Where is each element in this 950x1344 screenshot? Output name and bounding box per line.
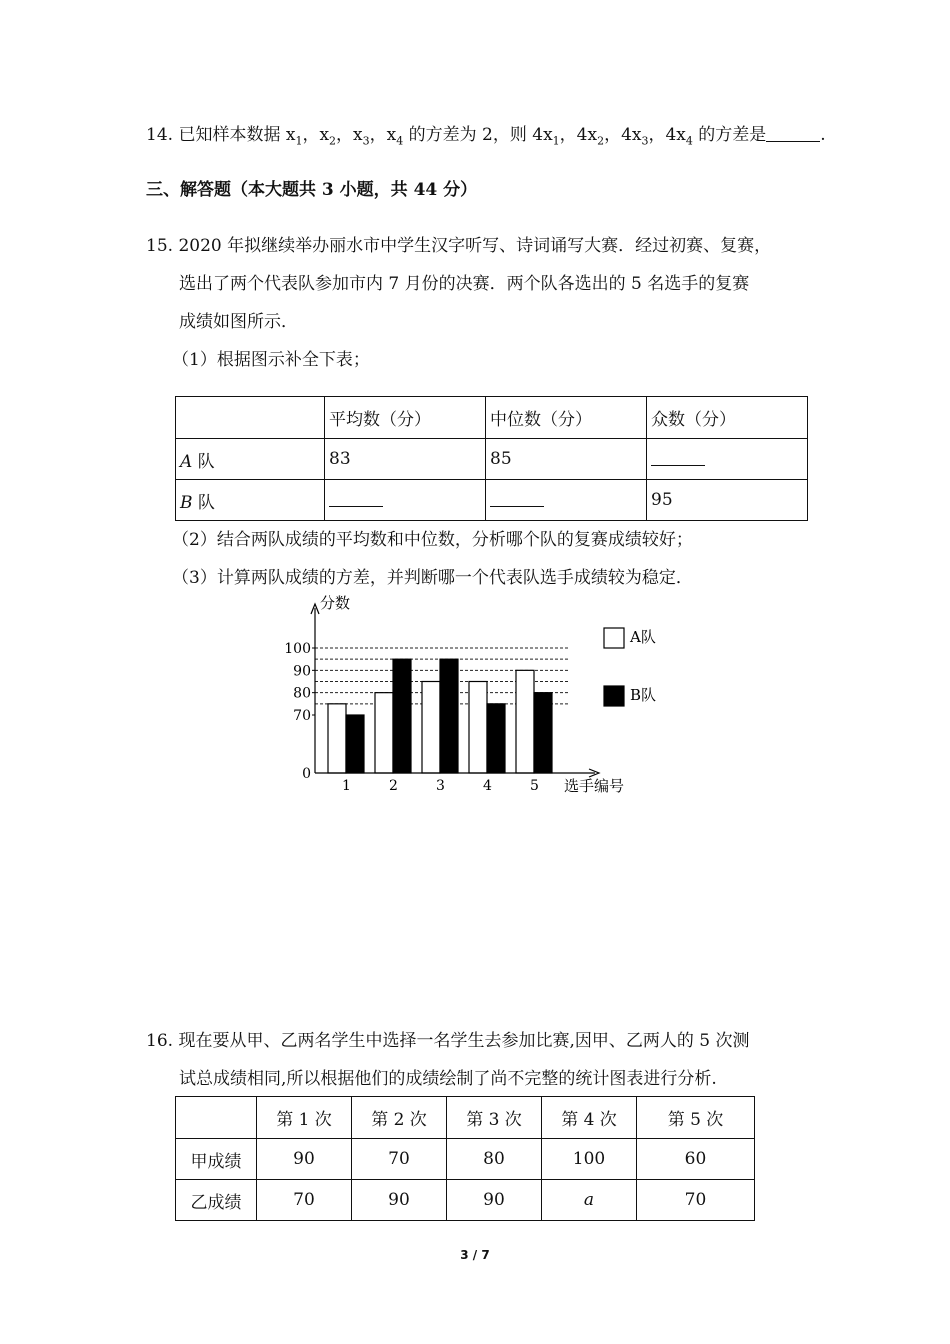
- page-number: 3 / 7: [460, 1248, 490, 1262]
- y-tick-label: 100: [284, 641, 311, 657]
- table-cell: 90: [257, 1139, 352, 1180]
- x-tick-label: 4: [483, 778, 492, 794]
- legend-swatch: [604, 686, 624, 706]
- table-cell: 80: [447, 1139, 542, 1180]
- legend-swatch: [604, 628, 624, 648]
- table-cell: 70: [637, 1180, 755, 1221]
- q15-table: [175, 396, 808, 521]
- question-14: [146, 123, 826, 153]
- q16-line-2: 试总成绩相同,所以根据他们的成绩绘制了尚不完整的统计图表进行分析.: [179, 1069, 717, 1089]
- mean-cell: 83: [325, 439, 486, 480]
- x-tick-label: 2: [389, 778, 398, 794]
- answer-blank: [651, 449, 705, 466]
- table-row: [176, 439, 808, 480]
- table-header-cell: [176, 397, 325, 439]
- table-cell: 70: [257, 1180, 352, 1221]
- x-tick-label: 3: [436, 778, 445, 794]
- chart-bars: [328, 659, 552, 773]
- table-cell: 乙成绩: [176, 1180, 257, 1221]
- q15-line-1: 15. 2020 年拟继续举办丽水市中学生汉字听写、诗词诵写大赛．经过初赛、复赛，: [146, 236, 772, 256]
- legend-label: B队: [630, 686, 657, 704]
- q16-table: [175, 1096, 755, 1221]
- table-header-cell: 第 3 次: [447, 1097, 542, 1139]
- q15-part-2: （2）结合两队成绩的平均数和中位数，分析哪个队的复赛成绩较好；: [172, 530, 693, 550]
- y-tick-label: 0: [302, 766, 311, 782]
- table-cell: 70: [352, 1139, 447, 1180]
- table-header-cell: 中位数（分）: [486, 397, 647, 439]
- table-cell: 甲成绩: [176, 1139, 257, 1180]
- table-header-cell: 第 4 次: [542, 1097, 637, 1139]
- table-row: [176, 1139, 755, 1180]
- q15-line-2: 选出了两个代表队参加市内 7 月份的决赛．两个队各选出的 5 名选手的复赛: [179, 274, 750, 294]
- table-header-cell: 第 2 次: [352, 1097, 447, 1139]
- q14-number: 14.: [146, 125, 174, 145]
- bar: [534, 693, 552, 773]
- row-label: B 队: [176, 480, 325, 521]
- bar: [422, 682, 440, 774]
- table-cell: 90: [447, 1180, 542, 1221]
- x-tick-label: 1: [342, 778, 351, 794]
- y-tick-label: 70: [293, 708, 311, 724]
- median-cell: 85: [486, 439, 647, 480]
- q15-part-3: （3）计算两队成绩的方差，并判断哪一个代表队选手成绩较为稳定．: [172, 568, 693, 588]
- chart-legend: [604, 628, 656, 706]
- q15-part-1: （1）根据图示补全下表；: [172, 350, 370, 370]
- bar: [375, 693, 393, 773]
- mean-cell: [325, 480, 486, 521]
- q15-line-3: 成绩如图所示．: [179, 312, 298, 332]
- bar: [469, 682, 487, 774]
- y-tick-label: 90: [293, 663, 311, 680]
- bar: [393, 659, 411, 773]
- q15-number: 15.: [146, 236, 174, 256]
- table-header-cell: 第 5 次: [637, 1097, 755, 1139]
- table-cell: 60: [637, 1139, 755, 1180]
- q16-line-1: 16. 现在要从甲、乙两名学生中选择一名学生去参加比赛,因甲、乙两人的 5 次测: [146, 1031, 750, 1051]
- bar: [346, 715, 364, 773]
- bar: [328, 704, 346, 773]
- answer-blank: [490, 490, 544, 507]
- legend-label: A队: [630, 628, 656, 646]
- mode-cell: [647, 439, 808, 480]
- answer-blank: [329, 490, 383, 507]
- table-header-row: [176, 397, 808, 439]
- table-cell: 100: [542, 1139, 637, 1180]
- table-header-cell: [176, 1097, 257, 1139]
- y-tick-label: 80: [293, 685, 311, 702]
- table-header-cell: 第 1 次: [257, 1097, 352, 1139]
- table-header-cell: 平均数（分）: [325, 397, 486, 439]
- table-cell: a: [542, 1180, 637, 1221]
- section-title: 三、解答题（本大题共 3 小题，共 44 分）: [146, 180, 478, 200]
- mode-cell: 95: [647, 480, 808, 521]
- table-header-cell: 众数（分）: [647, 397, 808, 439]
- bar: [440, 659, 458, 773]
- table-row: [176, 1180, 755, 1221]
- table-header-row: [176, 1097, 755, 1139]
- x-tick-label: 5: [530, 778, 539, 794]
- y-axis-label: 分数: [320, 594, 351, 612]
- table-cell: 90: [352, 1180, 447, 1221]
- table-row: [176, 480, 808, 521]
- median-cell: [486, 480, 647, 521]
- q14-text: 已知样本数据 $x_1$，$x_2$，$x_3$，$x_4$ 的方差为 2，则 $4x_1$，$4x_2$，$4x_3$，$4x_4$ 的方差是 .: [178, 125, 826, 148]
- bar: [487, 704, 505, 773]
- bar: [516, 670, 534, 773]
- score-bar-chart: [270, 588, 670, 803]
- q16-number: 16.: [146, 1031, 174, 1051]
- row-label: A 队: [176, 439, 325, 480]
- answer-blank: [766, 125, 820, 142]
- x-axis-label: 选手编号: [564, 777, 625, 795]
